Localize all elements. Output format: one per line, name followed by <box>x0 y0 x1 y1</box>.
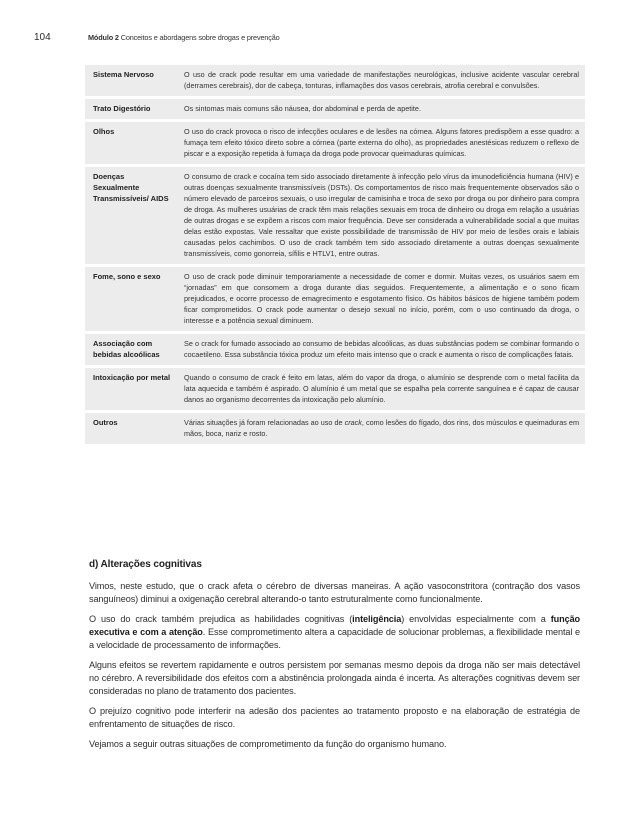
row-text: Os sintomas mais comuns são náusea, dor abdominal e perda de apetite. <box>178 99 585 119</box>
page-number: 104 <box>34 32 51 43</box>
table-row <box>85 334 585 365</box>
row-label: Intoxicação por metal <box>85 368 178 410</box>
row-label: Associação com bebidas alcoólicas <box>85 334 178 365</box>
row-text-italic: crack <box>344 418 362 427</box>
table-row <box>85 167 585 264</box>
effects-table <box>85 62 585 447</box>
paragraph <box>89 613 580 652</box>
row-label: Outros <box>85 413 178 444</box>
row-text: O uso do crack provoca o risco de infecções oculares e de lesões na córnea. Alguns fatores predispõem a esse quadro: a fumaça tem efeito tóxico direto sobre a córnea (parte externa do olho), as propriedades anestésicas reduzem o reflexo de piscar e a exposição repetida à fumaça da droga pode provocar queimaduras químicas. <box>178 122 585 164</box>
module-title: Conceitos e abordagens sobre drogas e prevenção <box>120 33 280 42</box>
row-text: O uso de crack pode resultar em uma variedade de manifestações neurológicas, inclusive acidente vascular cerebral (derrames cerebrais), dor de cabeça, tonturas, inflamações dos vasos cerebrais, atrofia cerebral e convulsões. <box>178 65 585 96</box>
table-row <box>85 122 585 164</box>
table-row <box>85 368 585 410</box>
page-header <box>34 32 604 46</box>
cognitive-section <box>89 558 580 758</box>
row-label: Fome, sono e sexo <box>85 267 178 331</box>
row-text: Quando o consumo de crack é feito em latas, além do vapor da droga, o alumínio se desprende com o metal facilita da lata aquecida e também é aspirado. O alumínio é um metal que se espalha pela corrente sanguínea e é capaz de causar danos ao organismo decorrentes da intoxicação pelo alumínio. <box>178 368 585 410</box>
row-label: Doenças Sexualmente Transmissíveis/ AIDS <box>85 167 178 264</box>
table-row <box>85 99 585 119</box>
text-run: . Esse comprometimento altera a capacidade de solucionar problemas, a flexibilidade mental e a velocidade de processamento de informações. <box>89 627 580 650</box>
bold-term: inteligência <box>352 614 402 624</box>
paragraph: Vejamos a seguir outras situações de comprometimento da função do organismo humano. <box>89 739 447 749</box>
table-row <box>85 413 585 444</box>
text-run: ) envolvidas especialmente com a <box>401 614 551 624</box>
row-text-part: Várias situações já foram relacionadas ao uso de <box>184 418 345 427</box>
text-run: O uso do crack também prejudica as habilidades cognitivas ( <box>89 614 353 624</box>
table-row <box>85 267 585 331</box>
bold-term: função executiva e com a atenção <box>89 614 581 637</box>
module-label: Módulo 2 <box>88 33 119 42</box>
row-text: O consumo de crack e cocaína tem sido associado diretamente à infecção pelo vírus da imunodeficiência humana (HIV) e outras doenças sexualmente transmissíveis (DSTs). Os comportamentos de risco mais frequentemente observados são o número elevado de parceiros sexuais, o uso irregular de camisinha e troca de sexo por droga ou por dinheiro para compra de droga. As mulheres usuárias de crack têm mais relações sexuais em troca de dinheiro ou droga em relação a usuárias de outras drogas e se expõem a riscos com maior frequência. Deve ser considerada a vulnerabilidade social a que muitas delas estão expostas. Vale ressaltar que existe possibilidade de transmissão de HIV por meio de lesões orais e labiais causadas pelos cachimbos. O uso de crack também tem sido associado diretamente a outras doenças sexualmente transmissíveis, como gonorreia, sífilis e HTLV1, entre outras. <box>178 167 585 264</box>
section-heading: d) Alterações cognitivas <box>89 559 202 570</box>
row-text: O uso de crack pode diminuir temporariamente a necessidade de comer e dormir. Muitas vezes, os usuários saem em “jornadas” em que consomem a droga durante dias seguidos. Frequentemente, a alimentação e o sono ficam prejudicados, e ocorre processo de emagrecimento e esgotamento físico. Os hábitos básicos de higiene também podem ficar comprometidos. O crack pode aumentar o desejo sexual no início, porém, com o uso continuado da droga, o interesse e a potência sexual diminuem. <box>178 267 585 331</box>
table-row <box>85 65 585 96</box>
paragraph: Vimos, neste estudo, que o crack afeta o cérebro de diversas maneiras. A ação vasoconstritora (contração dos vasos sanguíneos) diminui a oxigenação cerebral alterando-o tanto estruturalmente como funcionalmente. <box>89 581 580 604</box>
row-text-part: , como lesões do fígado, dos rins, dos músculos e queimaduras em mãos, boca, nariz e rosto. <box>184 418 579 438</box>
row-text <box>178 413 585 444</box>
running-head <box>88 33 280 42</box>
paragraph: O prejuízo cognitivo pode interferir na adesão dos pacientes ao tratamento proposto e na elaboração de estratégia de enfrentamento de situações de risco. <box>89 706 580 729</box>
row-label: Trato Digestório <box>85 99 178 119</box>
row-label: Olhos <box>85 122 178 164</box>
row-text: Se o crack for fumado associado ao consumo de bebidas alcoólicas, as duas substâncias podem se combinar formando o cocaetileno. Essa substância tóxica produz um efeito mais intenso que o crack e aumenta o risco de complicações fatais. <box>178 334 585 365</box>
paragraph: Alguns efeitos se revertem rapidamente e outros persistem por semanas mesmo depois da droga não ser mais detectável no cérebro. A reversibilidade dos efeitos com a abstinência prolongada ainda é incerta. As alterações cognitivas devem ser consideradas no plano de tratamento dos pacientes. <box>89 660 580 696</box>
row-label: Sistema Nervoso <box>85 65 178 96</box>
